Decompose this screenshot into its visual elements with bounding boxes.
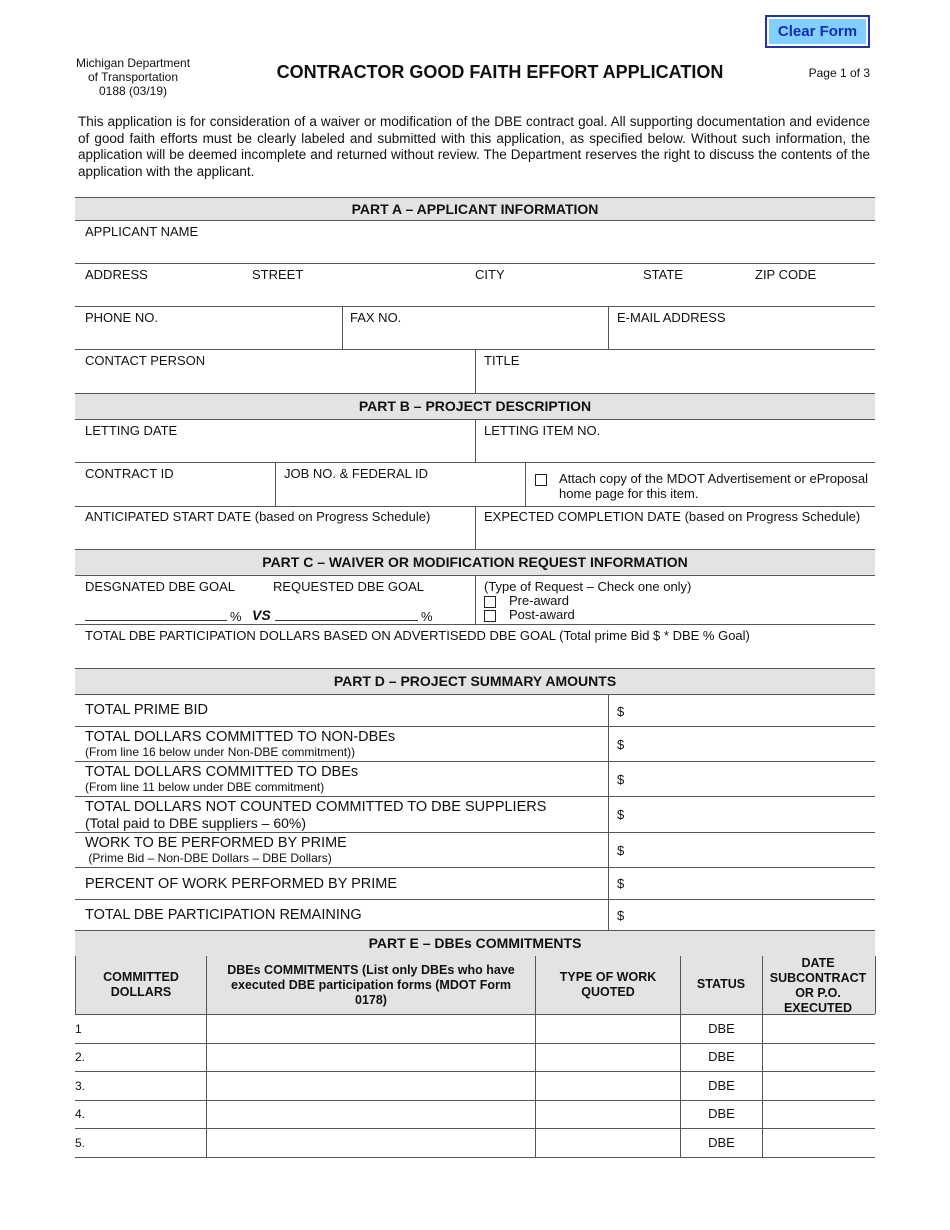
- row-number: 5.: [75, 1136, 86, 1150]
- attach-copy-line-1: Attach copy of the MDOT Advertisement or eProposal: [559, 471, 869, 486]
- row-status: DBE: [708, 1049, 735, 1064]
- committed-dollars-field[interactable]: [88, 1102, 204, 1126]
- part-a-title: PART A – APPLICANT INFORMATION: [351, 201, 599, 217]
- percent-sign: %: [230, 609, 242, 624]
- committed-dollars-field[interactable]: [88, 1045, 204, 1069]
- committed-dollars-field[interactable]: [88, 1130, 204, 1155]
- prime-work-field[interactable]: [630, 835, 873, 865]
- applicant-name-field[interactable]: [76, 240, 874, 262]
- row-number: 4.: [75, 1107, 86, 1121]
- contact-person-field[interactable]: [76, 370, 473, 391]
- summary-row-label: TOTAL DOLLARS COMMITTED TO DBEs: [85, 764, 359, 780]
- part-e-header: [75, 930, 875, 957]
- dbe-commitment-field[interactable]: [208, 1102, 533, 1126]
- agency-block: [60, 56, 206, 98]
- designated-goal-label: DESGNATED DBE GOAL: [85, 579, 236, 594]
- phone-field[interactable]: [76, 327, 340, 347]
- state-label: STATE: [643, 267, 683, 282]
- intro-paragraph: This application is for consideration of a waiver or modification of the DBE contract goal. All supporting documentation and evidence of good faith efforts must be clearly labeled and submitted with this application, as specified below. Without such information, the application will be deemed incomplete and returned without review. The Department reserves the right to discuss the contents of the application with the applicant.: [78, 114, 870, 179]
- date-executed-field[interactable]: [764, 1073, 873, 1098]
- requested-goal-label: REQUESTED DBE GOAL: [273, 579, 424, 594]
- type-of-request-label: (Type of Request – Check one only): [484, 579, 692, 594]
- designated-goal-field[interactable]: [85, 620, 227, 621]
- contact-person-label: CONTACT PERSON: [85, 353, 206, 368]
- agency-name-2: of Transportation: [87, 70, 179, 84]
- date-executed-field[interactable]: [764, 1017, 873, 1041]
- dbe-commitment-field[interactable]: [208, 1073, 533, 1098]
- currency-sign: $: [617, 843, 625, 858]
- date-executed-field[interactable]: [764, 1102, 873, 1126]
- currency-sign: $: [617, 876, 625, 891]
- dbe-commitment-field[interactable]: [208, 1045, 533, 1069]
- summary-row: [85, 762, 600, 796]
- summary-row: [85, 727, 600, 761]
- post-award-checkbox[interactable]: [484, 610, 496, 622]
- street-label: STREET: [252, 267, 304, 282]
- part-d-title: PART D – PROJECT SUMMARY AMOUNTS: [333, 673, 617, 689]
- fax-field[interactable]: [344, 327, 606, 347]
- summary-row-label: TOTAL PRIME BID: [85, 702, 209, 718]
- work-type-field[interactable]: [537, 1017, 678, 1041]
- summary-row-label: WORK TO BE PERFORMED BY PRIME: [85, 835, 347, 851]
- dbe-commitment-field[interactable]: [208, 1130, 533, 1155]
- page-number: Page 1 of 3: [808, 66, 870, 80]
- currency-sign: $: [617, 704, 625, 719]
- part-b-header: [75, 393, 875, 420]
- address-field[interactable]: [76, 284, 874, 305]
- row-status: DBE: [708, 1021, 735, 1036]
- zip-label: ZIP CODE: [755, 267, 817, 282]
- col-header-date: DATE SUBCONTRACT OR P.O. EXECUTED: [769, 956, 867, 1015]
- part-a-header: [75, 197, 875, 221]
- total-prime-bid-field[interactable]: [630, 696, 873, 724]
- work-type-field[interactable]: [537, 1073, 678, 1098]
- address-label: ADDRESS: [85, 267, 148, 282]
- part-b-title: PART B – PROJECT DESCRIPTION: [358, 398, 592, 414]
- total-participation-label: TOTAL DBE PARTICIPATION DOLLARS BASED ON ADVERTISEDD DBE GOAL (Total prime Bid $ * DBE % Goal): [85, 628, 750, 643]
- summary-row: [85, 868, 600, 899]
- row-status: DBE: [708, 1135, 735, 1150]
- summary-row-label: TOTAL DOLLARS NOT COUNTED COMMITTED TO DBE SUPPLIERS: [85, 798, 547, 815]
- currency-sign: $: [617, 908, 625, 923]
- attach-copy-label: [559, 471, 868, 501]
- summary-row: [85, 694, 600, 726]
- summary-row-sub: (From line 11 below under DBE commitment): [85, 780, 325, 794]
- total-participation-field[interactable]: [76, 645, 874, 665]
- supplier-dollars-field[interactable]: [630, 799, 873, 830]
- work-type-field[interactable]: [537, 1130, 678, 1155]
- post-award-label: Post-award: [509, 607, 575, 622]
- form-number: 0188 (03/19): [98, 84, 168, 98]
- letting-item-label: LETTING ITEM NO.: [484, 423, 601, 438]
- summary-row-label: TOTAL DBE PARTICIPATION REMAINING: [85, 907, 362, 923]
- row-status: DBE: [708, 1106, 735, 1121]
- title-field[interactable]: [477, 370, 873, 391]
- summary-row: [85, 797, 600, 832]
- summary-row-sub: (From line 16 below under Non-DBE commitment)): [85, 745, 356, 759]
- clear-form-button[interactable]: [765, 15, 870, 48]
- currency-sign: $: [617, 807, 625, 822]
- dbe-commitment-field[interactable]: [208, 1017, 533, 1041]
- percent-prime-field[interactable]: [630, 870, 873, 897]
- email-label: E-MAIL ADDRESS: [617, 310, 726, 325]
- city-label: CITY: [475, 267, 505, 282]
- pre-award-checkbox[interactable]: [484, 596, 496, 608]
- email-field[interactable]: [610, 327, 873, 347]
- non-dbe-dollars-field[interactable]: [630, 729, 873, 759]
- contract-id-label: CONTRACT ID: [85, 466, 174, 481]
- row-number: 1: [75, 1022, 82, 1036]
- row-status: DBE: [708, 1078, 735, 1093]
- row-number: 2.: [75, 1050, 86, 1064]
- start-date-label: ANTICIPATED START DATE (based on Progress Schedule): [85, 509, 431, 524]
- phone-label: PHONE NO.: [85, 310, 158, 325]
- pre-award-label: Pre-award: [509, 593, 569, 608]
- agency-name: Michigan Department: [75, 56, 191, 70]
- percent-sign-2: %: [421, 609, 433, 624]
- letting-date-label: LETTING DATE: [85, 423, 178, 438]
- committed-dollars-field[interactable]: [88, 1017, 204, 1041]
- work-type-field[interactable]: [537, 1102, 678, 1126]
- summary-row-label: TOTAL DOLLARS COMMITTED TO NON-DBEs: [85, 729, 396, 745]
- currency-sign: $: [617, 737, 625, 752]
- summary-row-label: PERCENT OF WORK PERFORMED BY PRIME: [85, 875, 398, 892]
- page-title: CONTRACTOR GOOD FAITH EFFORT APPLICATION: [276, 62, 724, 82]
- date-executed-field[interactable]: [764, 1045, 873, 1069]
- part-c-header: [75, 549, 875, 576]
- attach-copy-checkbox[interactable]: [535, 474, 547, 486]
- date-executed-field[interactable]: [764, 1130, 873, 1155]
- summary-row-sub: (Total paid to DBE suppliers – 60%): [85, 814, 306, 831]
- part-c-title: PART C – WAIVER OR MODIFICATION REQUEST INFORMATION: [262, 554, 688, 570]
- col-header-status: STATUS: [696, 977, 746, 991]
- job-no-field[interactable]: [277, 483, 523, 504]
- applicant-name-label: APPLICANT NAME: [85, 224, 199, 239]
- job-no-label: JOB NO. & FEDERAL ID: [284, 466, 428, 481]
- col-header-dollars: COMMITTED DOLLARS: [103, 970, 179, 999]
- col-header-work-type: TYPE OF WORK QUOTED: [559, 970, 657, 999]
- completion-date-label: EXPECTED COMPLETION DATE (based on Progress Schedule): [484, 509, 861, 524]
- committed-dollars-field[interactable]: [88, 1073, 204, 1098]
- summary-row-sub: (Prime Bid – Non-DBE Dollars – DBE Dollars): [85, 851, 332, 865]
- part-d-header: [75, 668, 875, 695]
- summary-row: [85, 900, 600, 930]
- work-type-field[interactable]: [537, 1045, 678, 1069]
- summary-row: [85, 833, 600, 867]
- letting-date-field[interactable]: [76, 440, 473, 460]
- part-e-title: PART E – DBEs COMMITMENTS: [368, 935, 582, 951]
- requested-goal-field[interactable]: [275, 620, 418, 621]
- dbe-dollars-field[interactable]: [630, 764, 873, 794]
- vs-label: VS: [252, 607, 271, 623]
- fax-label: FAX NO.: [350, 310, 402, 325]
- row-number: 3.: [75, 1079, 86, 1093]
- letting-item-field[interactable]: [477, 440, 873, 460]
- currency-sign: $: [617, 772, 625, 787]
- start-date-field[interactable]: [76, 526, 473, 547]
- title-label: TITLE: [484, 353, 520, 368]
- attach-copy-line-2: home page for this item.: [559, 486, 699, 501]
- clear-form-label: Clear Form: [777, 23, 858, 40]
- dbe-remaining-field[interactable]: [630, 902, 873, 928]
- col-header-commitments: DBEs COMMITMENTS (List only DBEs who have executed DBE participation forms (MDOT Form 0178): [227, 963, 515, 1007]
- completion-date-field[interactable]: [477, 526, 873, 547]
- contract-id-field[interactable]: [76, 483, 273, 504]
